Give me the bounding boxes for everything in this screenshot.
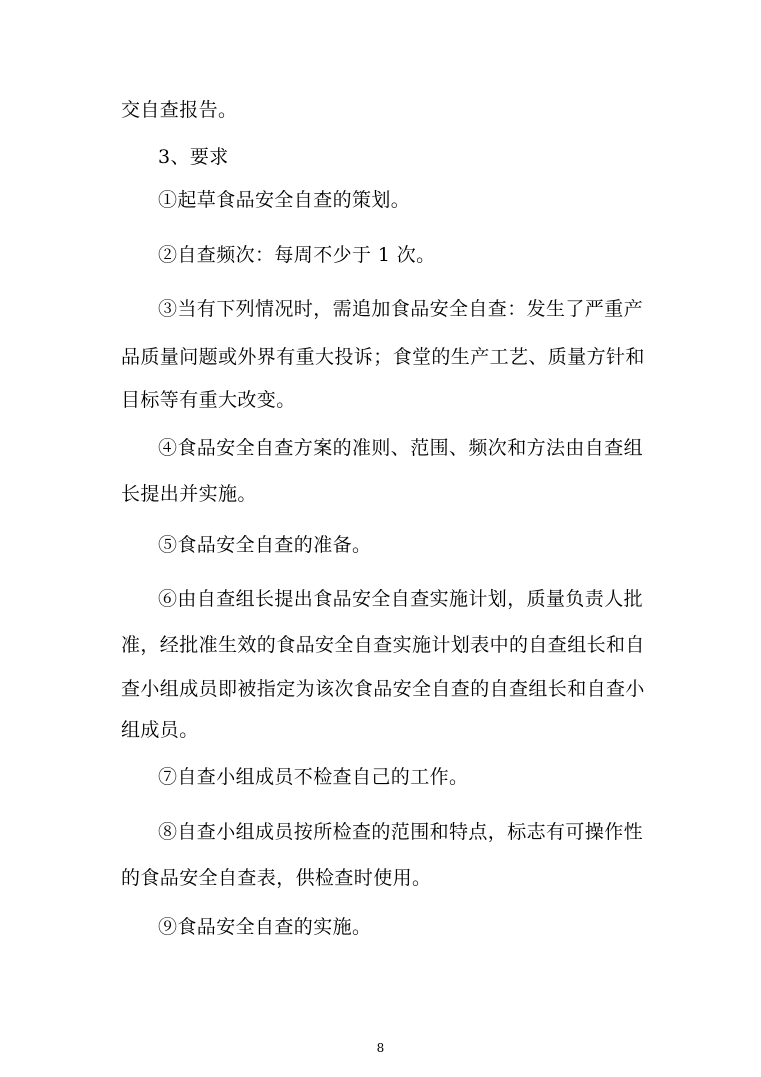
text-line-4: ②自查频次：每周不少于 1 次。 <box>158 244 436 266</box>
text-line-17: 的食品安全自查表，供检查时使用。 <box>121 867 432 889</box>
text-line-13: 查小组成员即被指定为该次食品安全自查的自查组长和自查小 <box>121 678 645 700</box>
page-number: 8 <box>376 1041 385 1055</box>
text-line-14: 组成员。 <box>121 719 199 741</box>
text-line-16: ⑧自查小组成员按所检查的范围和特点，标志有可操作性 <box>158 821 644 843</box>
section-heading: 3、要求 <box>158 146 229 168</box>
text-line-12: 准，经批准生效的食品安全自查实施计划表中的自查组长和自 <box>121 634 645 656</box>
text-line-11: ⑥由自查组长提出食品安全自查实施计划，质量负责人批 <box>158 588 644 610</box>
text-line-1: 交自查报告。 <box>121 99 238 121</box>
text-line-6: 品质量问题或外界有重大投诉；食堂的生产工艺、质量方针和 <box>121 346 645 368</box>
text-line-7: 目标等有重大改变。 <box>121 389 296 411</box>
text-line-18: ⑨食品安全自查的实施。 <box>158 916 372 938</box>
text-line-5: ③当有下列情况时，需追加食品安全自查：发生了严重产 <box>158 298 644 320</box>
text-line-9: 长提出并实施。 <box>121 483 257 505</box>
text-line-3: ①起草食品安全自查的策划。 <box>158 189 411 211</box>
text-line-15: ⑦自查小组成员不检查自己的工作。 <box>158 766 469 788</box>
text-line-8: ④食品安全自查方案的准则、范围、频次和方法由自查组 <box>158 437 644 459</box>
text-line-10: ⑤食品安全自查的准备。 <box>158 534 372 556</box>
